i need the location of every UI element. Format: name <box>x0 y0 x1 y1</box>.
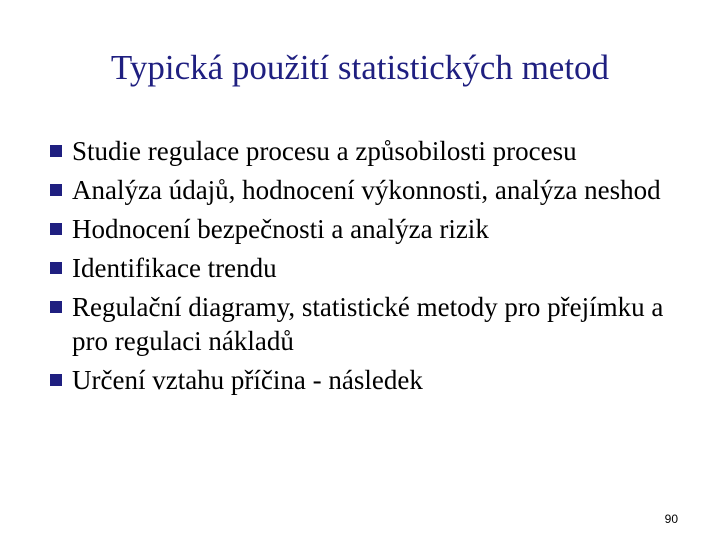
bullet-item <box>46 290 686 358</box>
square-bullet-icon <box>50 145 62 157</box>
square-bullet-icon <box>50 301 62 313</box>
page-number: 90 <box>664 512 678 526</box>
bullet-item <box>46 251 686 285</box>
bullet-item <box>46 134 686 168</box>
bullet-text: Analýza údajů, hodnocení výkonnosti, analýza neshod <box>72 175 661 205</box>
square-bullet-icon <box>50 223 62 235</box>
bullet-item <box>46 173 686 207</box>
square-bullet-icon <box>50 184 62 196</box>
square-bullet-icon <box>50 374 62 386</box>
square-bullet-icon <box>50 262 62 274</box>
bullet-text: Identifikace trendu <box>72 253 277 283</box>
bullet-list <box>46 134 686 402</box>
bullet-item <box>46 363 686 397</box>
bullet-text: Hodnocení bezpečnosti a analýza rizik <box>72 214 489 244</box>
bullet-text: Studie regulace procesu a způsobilosti procesu <box>72 136 577 166</box>
slide-title: Typická použití statistických metod <box>110 48 610 87</box>
bullet-text: Určení vztahu příčina - následek <box>72 365 423 395</box>
bullet-item <box>46 212 686 246</box>
bullet-text: Regulační diagramy, statistické metody pro přejímku a pro regulaci nákladů <box>72 292 664 356</box>
